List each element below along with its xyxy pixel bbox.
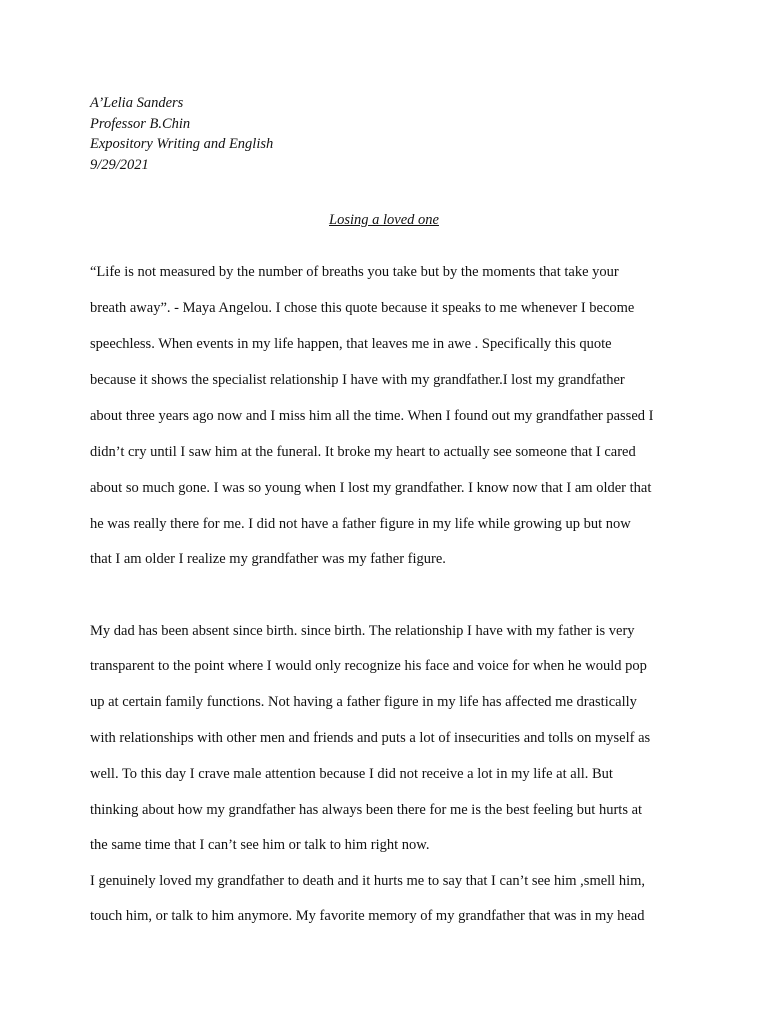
paragraph-line: thinking about how my grandfather has always been there for me is the best feeling but hurts at xyxy=(90,802,643,818)
paragraph-line: up at certain family functions. Not having a father figure in my life has affected me drastically xyxy=(90,694,637,710)
paragraph-line: breath away”. - Maya Angelou. I chose this quote because it speaks to me whenever I become xyxy=(90,300,635,316)
author-name: A’Lelia Sanders xyxy=(90,95,184,111)
paragraph-line: transparent to the point where I would only recognize his face and voice for when he would pop xyxy=(90,658,647,674)
paragraph-line: with relationships with other men and friends and puts a lot of insecurities and tolls on myself as xyxy=(90,730,651,746)
course-name: Expository Writing and English xyxy=(90,136,274,152)
paragraph-line: the same time that I can’t see him or talk to him right now. xyxy=(90,837,430,853)
paragraph-line: about three years ago now and I miss him all the time. When I found out my grandfather passed I xyxy=(90,408,654,424)
paragraph-line: about so much gone. I was so young when I lost my grandfather. I know now that I am older that xyxy=(90,480,652,496)
paragraph-line: didn’t cry until I saw him at the funeral. It broke my heart to actually see someone that I cared xyxy=(90,444,636,460)
paragraph-line: I genuinely loved my grandfather to death and it hurts me to say that I can’t see him ,smell him, xyxy=(90,873,646,889)
paragraph-line: because it shows the specialist relationship I have with my grandfather.I lost my grandfather xyxy=(90,372,625,388)
paragraph-line: “Life is not measured by the number of breaths you take but by the moments that take your xyxy=(90,264,619,280)
document-header xyxy=(90,93,273,175)
paragraph-line: he was really there for me. I did not have a father figure in my life while growing up but now xyxy=(90,516,631,532)
document-date: 9/29/2021 xyxy=(90,156,149,173)
document-title: Losing a loved one xyxy=(329,212,439,228)
paragraph-line: speechless. When events in my life happen, that leaves me in awe . Specifically this quote xyxy=(90,336,612,352)
professor-name: Professor B.Chin xyxy=(90,115,191,132)
paragraph-line: that I am older I realize my grandfather was my father figure. xyxy=(90,551,446,567)
paragraph-line: well. To this day I crave male attention because I did not receive a lot in my life at all. But xyxy=(90,766,613,782)
paragraph-line: My dad has been absent since birth. since birth. The relationship I have with my father is very xyxy=(90,623,635,639)
paragraph-line: touch him, or talk to him anymore. My favorite memory of my grandfather that was in my head xyxy=(90,908,645,924)
